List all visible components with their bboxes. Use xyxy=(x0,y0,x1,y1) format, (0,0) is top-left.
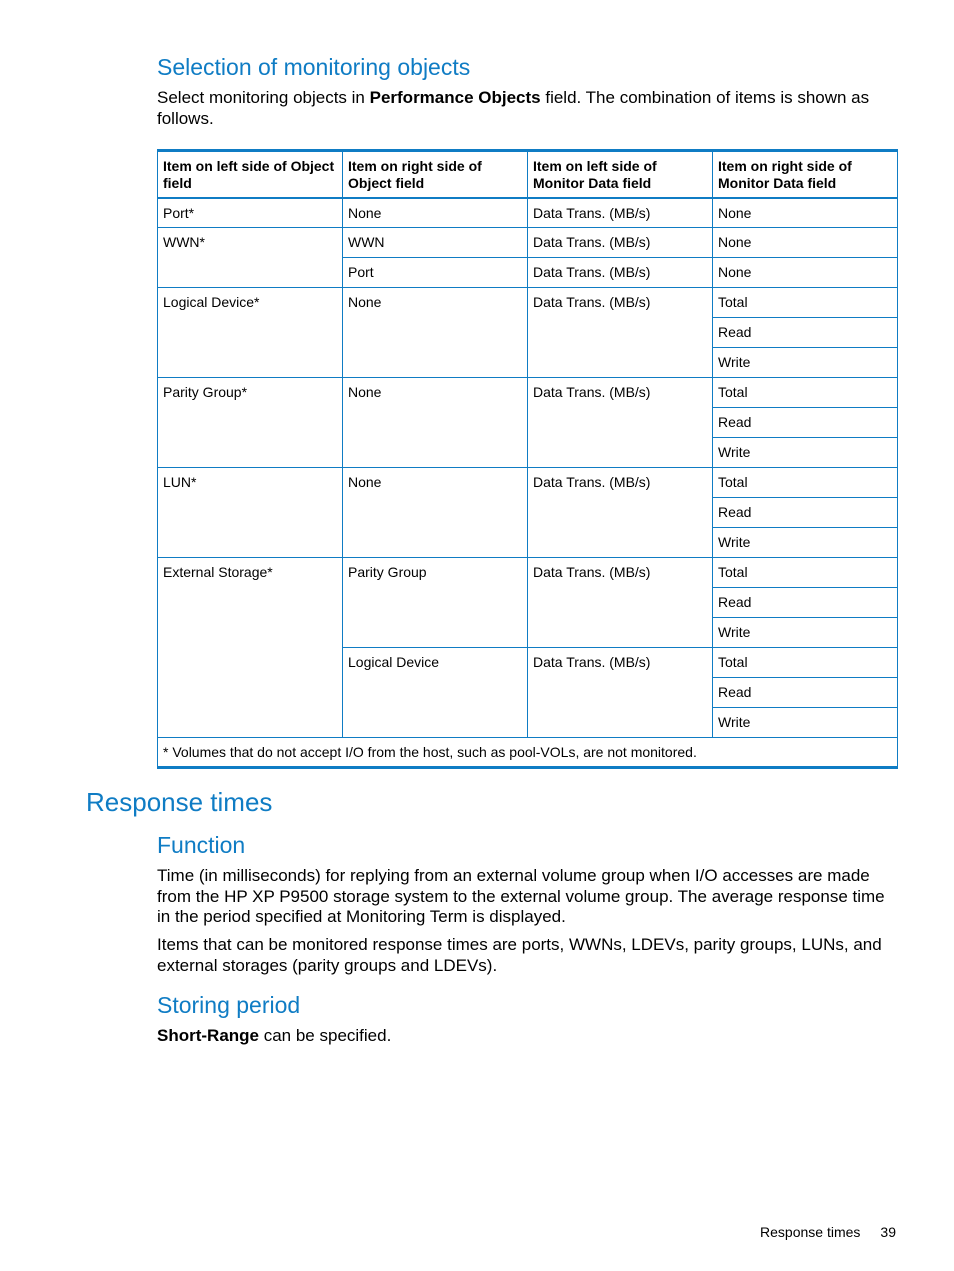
table-cell: Total xyxy=(713,648,898,678)
table-cell: Total xyxy=(713,468,898,498)
table-row xyxy=(158,468,898,498)
table-cell: None xyxy=(343,468,528,558)
table-row xyxy=(158,198,898,228)
response-times-heading: Response times xyxy=(86,787,273,817)
table-row xyxy=(158,558,898,588)
function-paragraph-1: Time (in milliseconds) for replying from an external volume group when I/O accesses are made from the HP XP P9500 storage system to the external volume group. The average response time in the period specified at Monitoring Term is displayed. xyxy=(157,866,885,926)
table-cell: Port xyxy=(343,258,528,288)
header-cell: Item on left side of Object field xyxy=(158,151,343,198)
table-cell: Write xyxy=(713,438,898,468)
table-cell: Logical Device* xyxy=(158,288,343,378)
table-cell: Logical Device xyxy=(343,648,528,738)
table-cell: Data Trans. (MB/s) xyxy=(528,228,713,258)
monitoring-objects-table xyxy=(157,149,898,769)
storing-period-rest: can be specified. xyxy=(259,1026,392,1045)
table-cell: Write xyxy=(713,528,898,558)
table-cell: None xyxy=(713,198,898,228)
table-cell: None xyxy=(713,258,898,288)
table-note: * Volumes that do not accept I/O from the host, such as pool-VOLs, are not monitored. xyxy=(158,738,898,768)
selection-text-post: field. The combination of items is shown as follows. xyxy=(157,88,870,128)
table-cell: None xyxy=(343,288,528,378)
table-cell: Read xyxy=(713,318,898,348)
table-cell: Data Trans. (MB/s) xyxy=(528,198,713,228)
table-cell: Read xyxy=(713,498,898,528)
selection-text xyxy=(157,88,897,129)
storing-period-bold: Short-Range xyxy=(157,1026,259,1045)
table-cell: None xyxy=(713,228,898,258)
page-footer xyxy=(760,1223,896,1241)
table-cell: Total xyxy=(713,288,898,318)
table-cell: None xyxy=(343,198,528,228)
page-number: 39 xyxy=(880,1224,896,1240)
function-paragraph-2: Items that can be monitored response times are ports, WWNs, LDEVs, parity groups, LUNs, and external storages (parity groups and LDEVs). xyxy=(157,935,882,975)
table-cell: Total xyxy=(713,378,898,408)
table-cell: WWN* xyxy=(158,228,343,288)
table-note-row xyxy=(158,738,898,768)
table-cell: WWN xyxy=(343,228,528,258)
table-cell: Data Trans. (MB/s) xyxy=(528,378,713,468)
table-cell: Write xyxy=(713,708,898,738)
selection-text-pre: Select monitoring objects in xyxy=(157,88,370,107)
table-cell: Write xyxy=(713,618,898,648)
table-cell: Parity Group* xyxy=(158,378,343,468)
table-cell: Total xyxy=(713,558,898,588)
storing-period-text xyxy=(157,1026,897,1047)
selection-text-bold: Performance Objects xyxy=(369,88,541,107)
table-cell: Read xyxy=(713,588,898,618)
table-row xyxy=(158,228,898,258)
table-cell: Data Trans. (MB/s) xyxy=(528,648,713,738)
table-cell: Data Trans. (MB/s) xyxy=(528,468,713,558)
table-cell: Data Trans. (MB/s) xyxy=(528,288,713,378)
table-cell: Data Trans. (MB/s) xyxy=(528,258,713,288)
table-header-row xyxy=(158,151,898,198)
table-cell: LUN* xyxy=(158,468,343,558)
table-cell: Port* xyxy=(158,198,343,228)
table-cell: External Storage* xyxy=(158,558,343,738)
table-cell: Read xyxy=(713,678,898,708)
table-cell: Write xyxy=(713,348,898,378)
storing-period-heading: Storing period xyxy=(157,992,301,1018)
table-cell: Read xyxy=(713,408,898,438)
table-cell: None xyxy=(343,378,528,468)
table-cell: Data Trans. (MB/s) xyxy=(528,558,713,648)
function-heading: Function xyxy=(157,832,246,858)
header-cell: Item on right side of Object field xyxy=(343,151,528,198)
table-row xyxy=(158,288,898,318)
table-row xyxy=(158,378,898,408)
header-cell: Item on left side of Monitor Data field xyxy=(528,151,713,198)
header-cell: Item on right side of Monitor Data field xyxy=(713,151,898,198)
footer-section-title: Response times xyxy=(760,1224,861,1240)
selection-heading: Selection of monitoring objects xyxy=(157,54,471,80)
table-cell: Parity Group xyxy=(343,558,528,648)
